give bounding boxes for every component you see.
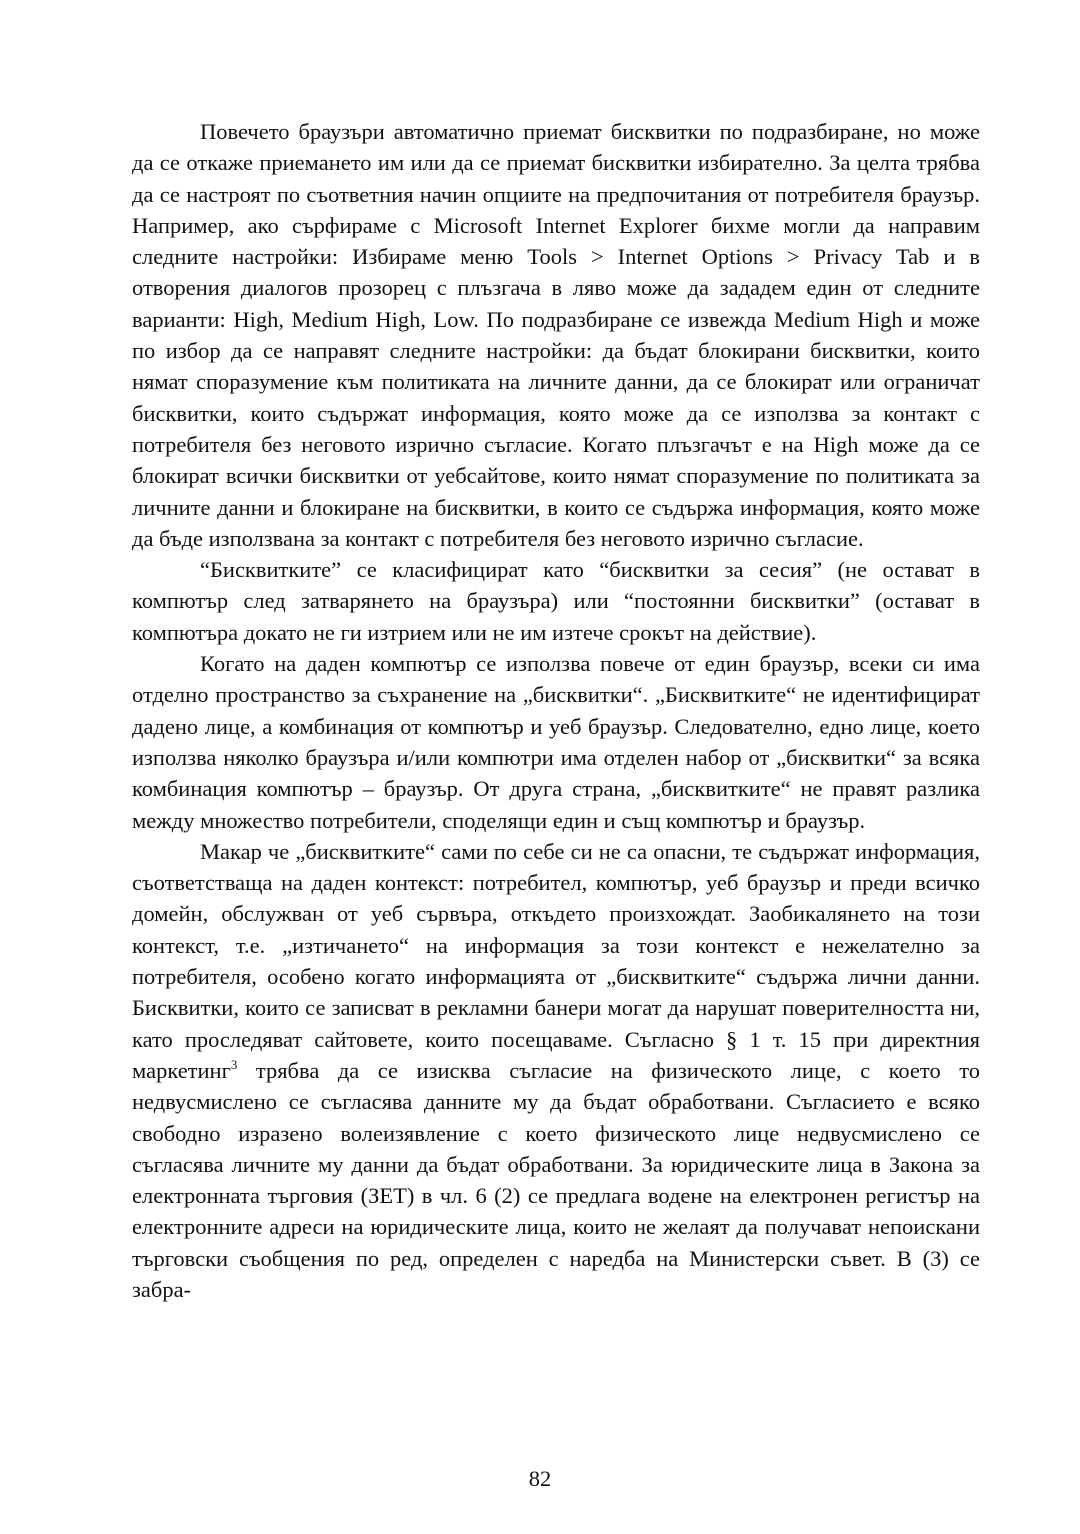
paragraph-cookie-classification: “Бисквитките” се класифицират като “бисквитки за сесия” (не остават в компютър след затварянето на браузъра) или “постоянни бисквитки” (остават в компютъра докато не ги изтрием или не им изтече срокът на действие). — [132, 557, 980, 645]
body-text — [132, 116, 980, 1305]
paragraph-text-part-2: трябва да се изисква съгласие на физическото лице, с което то недвусмислено се съгласява данните му да бъдат обработвани. Съгласието е всяко свободно изразено волеизявление с което физическото лице недвусмислено се съгласява личните му данни да бъдат обработвани. За юридическите лица в Закона за електронната търговия (ЗЕТ) в чл. 6 (2) се предлага водене на електронен регистър на електронните адреси на юридическите лица, които не желаят да получават непоискани търговски съобщения по ред, определен с наредба на Министерски съвет. В (3) се забра- — [132, 1057, 980, 1302]
page-number: 82 — [528, 1466, 552, 1491]
footnote-reference: 3 — [230, 1056, 238, 1072]
paragraph-multiple-browsers: Когато на даден компютър се използва повече от един браузър, всеки си има отделно пространство за съхранение на „бисквитки“. „Бисквитките“ не идентифицират дадено лице, а комбинация от компютър и уеб браузър. Следователно, едно лице, което използва няколко браузъра и/или компютри има отделен набор от „бисквитки“ за всяка комбинация компютър – браузър. От друга страна, „бисквитките“ не правят разлика между множество потребители, споделящи един и същ компютър и браузър. — [132, 651, 980, 833]
paragraph-text-part-1: Макар че „бисквитките“ сами по себе си не са опасни, те съдържат информация, съответстваща на даден контекст: потребител, компютър, уеб браузър и преди всичко домейн, обслужван от уеб сървъра, откъдето произхождат. Заобикалянето на този контекст, т.е. „изтичането“ на информация за този контекст е нежелателно за потребителя, особено когато информацията от „бисквитките“ съдържа лични данни. Бисквитки, които се записват в рекламни банери могат да нарушат поверителността ни, като проследяват сайтовете, които посещаваме. Съгласно § 1 т. 15 при директния маркетинг — [132, 838, 980, 1083]
paragraph-cookie-privacy-law — [132, 836, 980, 1305]
paragraph-cookies-browser-settings: Повечето браузъри автоматично приемат бисквитки по подразбиране, но може да се откаже приемането им или да се приемат бисквитки избирателно. За целта трябва да се настроят по съответния начин опциите на предпочитания от потребителя браузър. Например, ако сърфираме с Microsoft Internet Explorer бихме могли да направим следните настройки: Избираме меню Tools > Internet Options > Privacy Tab и в отворения диалогов прозорец с плъзгача в ляво може да зададем един от следните варианти: High, Medium High, Low. По подразбиране се извежда Medium High и може по избор да се направят следните настройки: да бъдат блокирани бисквитки, които нямат споразумение към политиката на личните данни, да се блокират или ограничат бисквитки, които съдържат информация, която може да се използва за контакт с потребителя без неговото изрично съгласие. Когато плъзгачът е на High може да се блокират всички бисквитки от уебсайтове, които нямат споразумение по политиката за личните данни и блокиране на бисквитки, в които се съдържа информация, която може да бъде използвана за контакт с потребителя без неговото изрично съгласие. — [132, 119, 980, 551]
